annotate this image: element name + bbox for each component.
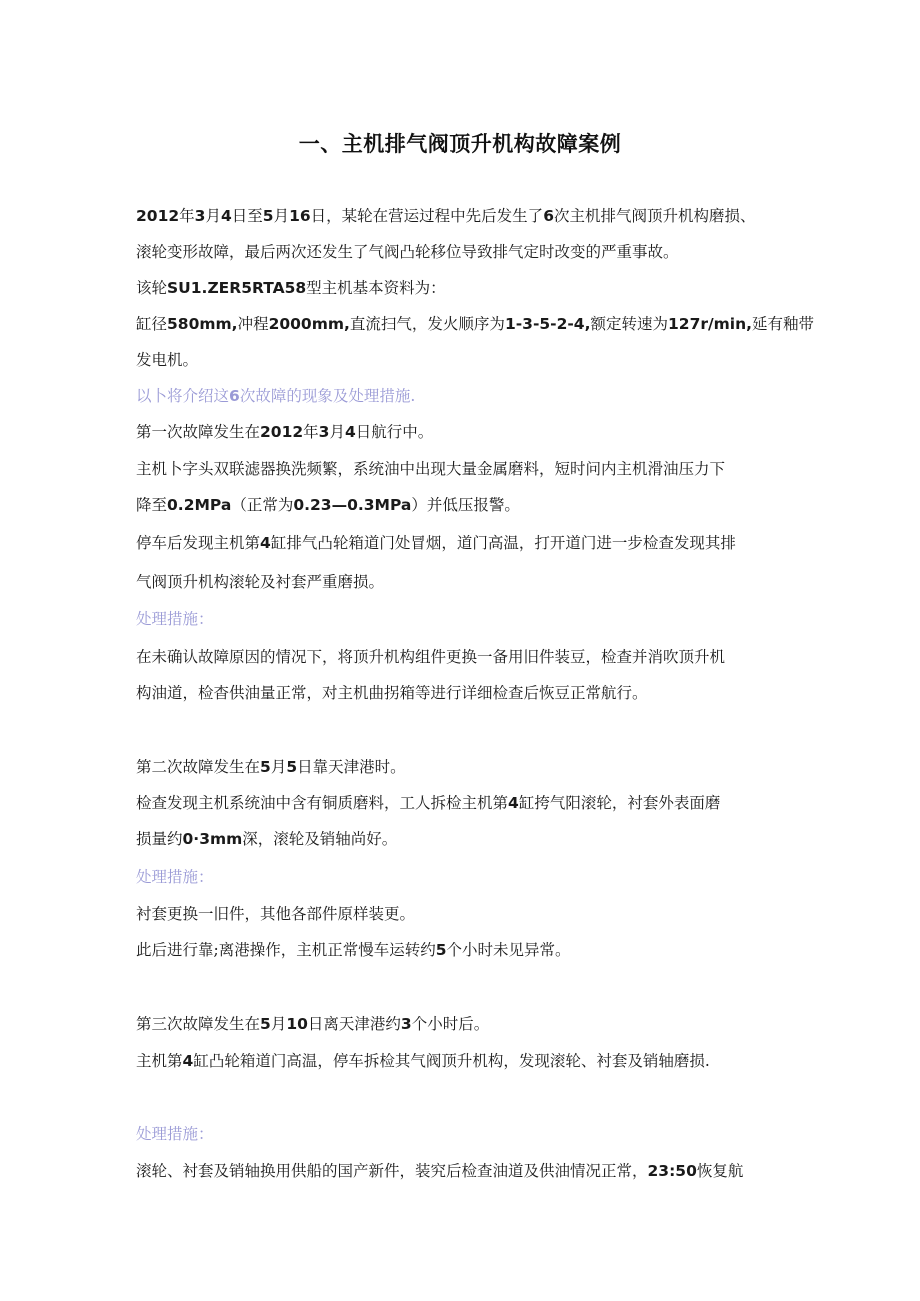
- page-title: 一、主机排气阀顶升机构故障案例: [298, 132, 622, 156]
- paragraph-line: 在未确认故障原因的情况下，将顶升机构组件更换一备用旧件装豆，检查并消吹顶升机: [136, 648, 726, 666]
- paragraph-line: 此后进行靠;离港操作，主机正常慢车运转约5个小时未见异常。: [136, 941, 571, 959]
- measures-heading: 处理措施：: [136, 1125, 214, 1143]
- paragraph-line: 第二次故障发生在5月5日靠天津港时。: [136, 758, 406, 776]
- measures-heading: 处理措施：: [136, 868, 214, 886]
- section-note: 以卜将介绍这6次故障的现象及处理措施.: [136, 387, 416, 405]
- paragraph-line: 衬套更换一旧件，其他各部件原样装更。: [136, 905, 416, 923]
- paragraph-line: 降至0.2MPa（正常为0.23—0.3MPa）并低压报警。: [136, 496, 520, 514]
- paragraph-line: 第一次故障发生在2012年3月4日航行中。: [136, 423, 434, 441]
- paragraph-line: 滚轮变形故障，最后两次还发生了气阀凸轮移位导致排气定时改变的严重事故。: [136, 243, 679, 261]
- paragraph-line: 发电机。: [136, 351, 199, 369]
- paragraph-line: 第三次故障发生在5月10日离天津港约3个小时后。: [136, 1015, 490, 1033]
- paragraph-line: 2012年3月4日至5月16日，某轮在营运过程中先后发生了6次主机排气阀顶升机构磨损、: [136, 207, 756, 225]
- paragraph-line: 停车后发现主机第4缸排气凸轮箱道门处冒烟，道门高温，打开道门进一步检查发现其排: [136, 534, 736, 552]
- paragraph-line: 构油道，检杳供油量正常，对主机曲拐箱等进行详细检查后恢豆正常航行。: [136, 684, 648, 702]
- paragraph-line: 滚轮、衬套及销轴换用供船的国产新件，装究后检查油道及供油情况正常，23:50恢复航: [136, 1162, 744, 1180]
- paragraph-line: 气阀顶升机构滚轮及衬套严重磨损。: [136, 573, 385, 591]
- measures-heading: 处理措施：: [136, 610, 214, 628]
- paragraph-line: 主机第4缸凸轮箱道门高温，停车拆检其气阀顶升机构，发现滚轮、衬套及销轴磨损.: [136, 1052, 710, 1070]
- paragraph-line: 损量约0·3mm深，滚轮及销轴尚好。: [136, 830, 398, 848]
- paragraph-line: 该轮SU1.ZER5RTA58型主机基本资料为：: [136, 279, 446, 297]
- paragraph-line: 检查发现主机系统油中含有铜质磨料，工人拆检主机第4缸挎气阳滚轮，衬套外表面磨: [136, 794, 721, 812]
- paragraph-line: 主机卜字头双联滤器换洗频繁，系统油中出现大量金属磨料，短时问内主机滑油压力下: [136, 460, 726, 478]
- paragraph-line: 缸径580mm,冲程2000mm,直流扫气，发火顺序为1-3-5-2-4,额定转速为127r/min,延有釉带: [136, 315, 815, 333]
